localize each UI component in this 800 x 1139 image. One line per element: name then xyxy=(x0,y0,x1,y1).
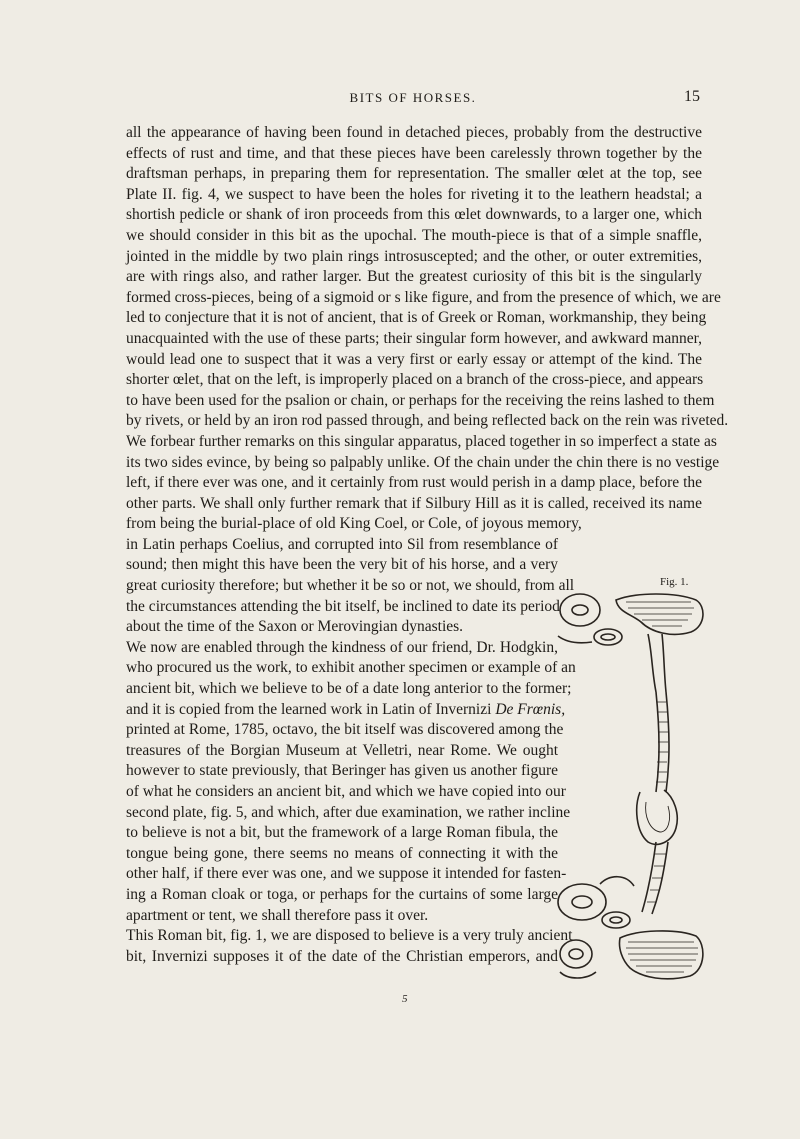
text-line-with-title xyxy=(126,700,566,721)
text-line: This Roman bit, fig. 1, we are disposed to believe is a very truly ancient xyxy=(126,927,573,945)
text-line: its two sides evince, by being so palpably unlike. Of the chain under the chin there is no vestige xyxy=(126,453,720,471)
paragraph-5 xyxy=(126,926,573,967)
ring-bottom-large-inner xyxy=(569,949,583,959)
middle-ornament xyxy=(637,790,678,844)
text-line: second plate, fig. 5, and which, after due examination, we rather incline xyxy=(126,803,571,821)
paragraph-1 xyxy=(126,123,729,432)
text-line: of what he considers an ancient bit, and which we have copied into our xyxy=(126,783,566,800)
signature-mark: 5 xyxy=(402,993,408,1005)
narrow-column xyxy=(126,514,582,967)
text-line: tongue being gone, there seems no means of connecting it with the xyxy=(126,844,558,862)
text-line: to have been used for the psalion or chain, or perhaps for the receiving the reins lashed to them xyxy=(126,391,715,409)
ring-bottom-small-inner xyxy=(610,917,622,923)
running-head xyxy=(126,88,700,108)
paragraph-4 xyxy=(126,638,576,926)
text-line: ing a Roman cloak or toga, or perhaps for the curtains of some large xyxy=(126,885,558,903)
text-line: great curiosity therefore; but whether it be so or not, we should, from all xyxy=(126,577,575,595)
text-line: We forbear further remarks on this singular apparatus, placed together in so imperfect a state as xyxy=(126,432,717,450)
ring-small xyxy=(594,629,622,645)
text-line: other half, if there ever was one, and we suppose it intended for fasten- xyxy=(126,865,567,883)
ring-bottom-large xyxy=(560,940,592,968)
text-line: jointed in the middle by two plain rings introsuscepted; and the other, or outer extremities, xyxy=(126,247,702,265)
curl-bottom-left xyxy=(560,972,596,978)
text-line: draftsman perhaps, in preparing them for representation. The smaller œlet at the top, see xyxy=(126,165,702,183)
paragraph-2 xyxy=(126,432,720,514)
text-line: who procured us the work, to exhibit another specimen or example of an xyxy=(126,659,576,677)
middle-ornament-inner xyxy=(646,802,670,832)
paragraph-3 xyxy=(126,514,582,638)
text-line: treasures of the Borgian Museum at Velletri, near Rome. We ought xyxy=(126,741,558,759)
text-line: apartment or tent, we shall therefore pass it over. xyxy=(126,906,429,924)
bar-top-2 xyxy=(662,634,666,692)
ring-top-left xyxy=(560,594,600,626)
text-line: unacquainted with the use of these parts; their singular form however, and awkward manner, xyxy=(126,329,702,347)
ring-small-inner xyxy=(601,634,615,640)
text-line: to believe is not a bit, but the framework of a large Roman fibula, the xyxy=(126,824,558,842)
text-line: shorter œlet, that on the left, is improperly placed on a branch of the cross-piece, and appears xyxy=(126,371,704,389)
text-line: left, if there ever was one, and it certainly from rust would perish in a damp place, before the xyxy=(126,474,702,492)
text-line: all the appearance of having been found in detached pieces, probably from the destructive xyxy=(126,124,702,141)
text-line: in Latin perhaps Coelius, and corrupted into Sil from resemblance of xyxy=(126,535,558,553)
text-line: bit, Invernizi supposes it of the date of the Christian emperors, and xyxy=(126,947,558,965)
text-line: led to conjecture that it is not of ancient, that is of Greek or Roman, workmanship, they being xyxy=(126,309,707,327)
text-line: We now are enabled through the kindness of our friend, Dr. Hodgkin, xyxy=(126,638,558,656)
text-line: Plate II. fig. 4, we suspect to have been the holes for riveting it to the leathern headstal; a xyxy=(126,185,702,203)
bar-top xyxy=(648,634,656,692)
lower-stem-left xyxy=(642,842,656,912)
text-line: other parts. We shall only further remark that if Silbury Hill as it is called, received its name xyxy=(126,494,702,512)
roman-bit-illustration xyxy=(556,592,706,982)
text-line: from being the burial-place of old King Coel, or Cole, of joyous memory, xyxy=(126,515,582,533)
text-line: effects of rust and time, and that these pieces have been carelessly thrown together by the xyxy=(126,144,702,162)
ring-top-left-inner xyxy=(572,605,588,615)
curl-top-left xyxy=(558,636,592,643)
figure-label: Fig. 1. xyxy=(660,576,689,588)
text-line: about the time of the Saxon or Merovingian dynasties. xyxy=(126,618,464,636)
cheekpiece-top-hatch xyxy=(626,602,694,626)
text-line: formed cross-pieces, being of a sigmoid or s like figure, and from the presence of which, we are xyxy=(126,288,721,306)
page-number: 15 xyxy=(684,88,700,105)
text-line: we should consider in this bit as the upochal. The mouth-piece is that of a simple snaffle, xyxy=(126,226,702,244)
ring-bottom-left-inner xyxy=(572,896,592,908)
text-line: ancient bit, which we believe to be of a date long anterior to the former; xyxy=(126,680,572,698)
italic-work-title: De Frœnis, xyxy=(495,700,566,718)
text-line: the circumstances attending the bit itself, be inclined to date its period xyxy=(126,597,560,615)
text-line: printed at Rome, 1785, octavo, the bit itself was discovered among the xyxy=(126,721,564,739)
text-fragment: and it is copied from the learned work in Latin of Invernizi xyxy=(126,700,496,718)
cheekpiece-bottom-hatch xyxy=(626,942,698,972)
ring-bottom-small xyxy=(602,912,630,928)
text-line: would lead one to suspect that it was a very first or early essay or attempt of the kind. The xyxy=(126,350,702,368)
text-line: however to state previously, that Beringer has given us another figure xyxy=(126,762,558,780)
text-line: are with rings also, and rather larger. But the greatest curiosity of this bit is the singularly xyxy=(126,268,702,286)
ring-bottom-left xyxy=(558,884,606,920)
text-line: shortish pedicle or shank of iron proceeds from this œlet downwards, to a larger one, which xyxy=(126,206,702,224)
text-line: sound; then might this have been the very bit of his horse, and a very xyxy=(126,556,558,574)
text-line: by rivets, or held by an iron rod passed through, and being reflected back on the rein was riveted. xyxy=(126,412,729,430)
curl-left xyxy=(600,877,634,886)
running-title: BITS OF HORSES. xyxy=(349,90,477,105)
